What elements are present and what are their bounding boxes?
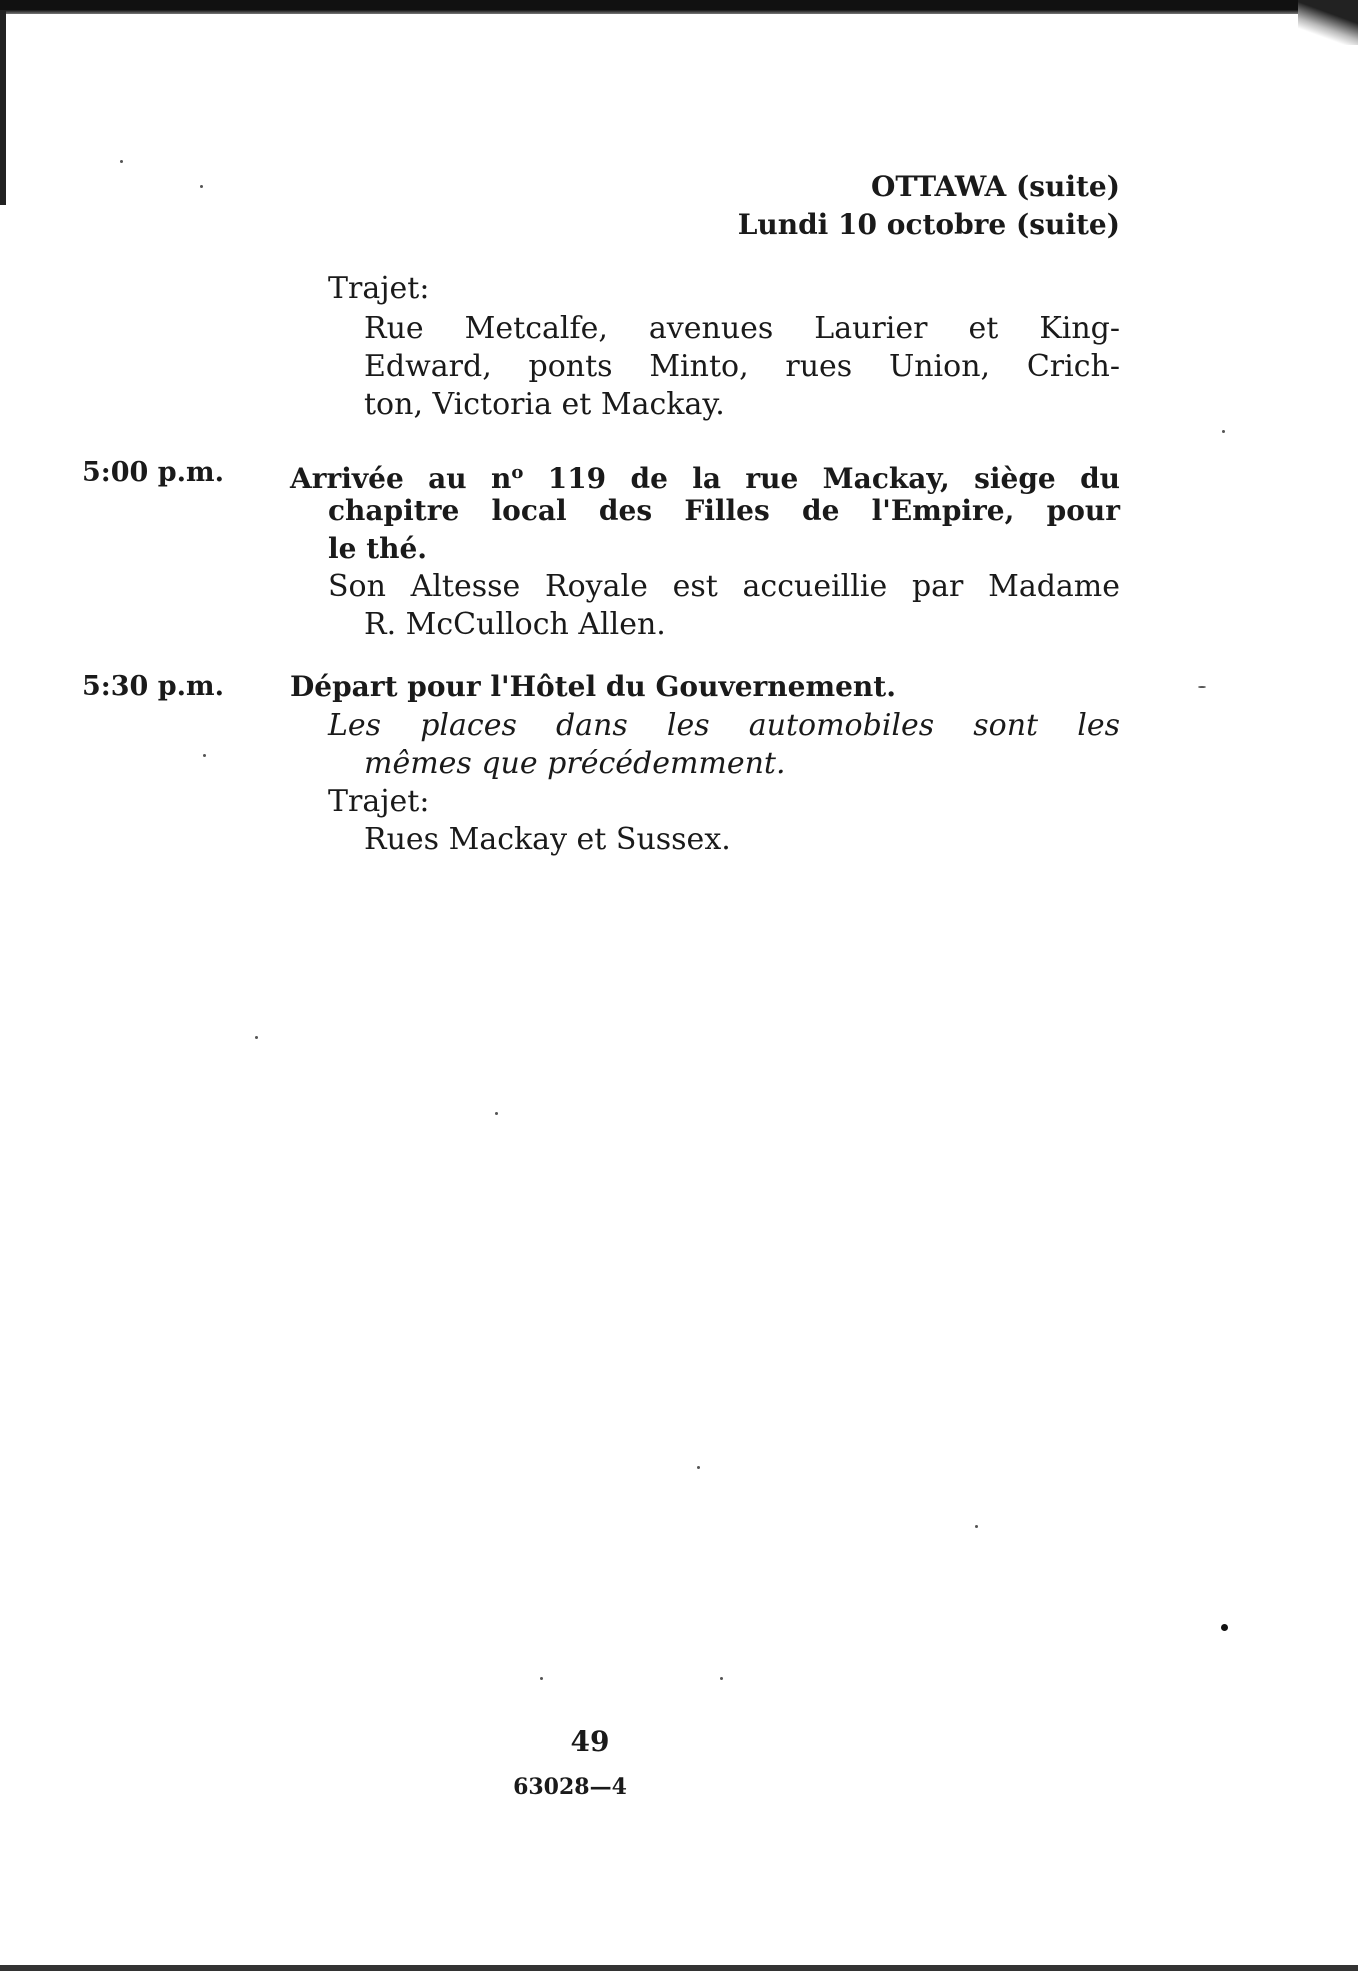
scan-speck: [203, 754, 206, 757]
scan-speck: [120, 160, 123, 163]
entry-title-line: chapitre local des Filles de l'Empire, pour: [328, 494, 1120, 527]
entry-time: 5:00 p.m.: [82, 457, 224, 488]
entry-note-line: Son Altesse Royale est accueillie par Madame: [328, 569, 1120, 604]
page-number: 49: [570, 1725, 610, 1758]
scan-speck: [255, 1036, 258, 1039]
scan-speck: [1198, 686, 1206, 688]
route-heading: Trajet:: [328, 784, 430, 819]
scan-speck: [697, 1466, 700, 1469]
route-heading: Trajet:: [328, 271, 430, 306]
entry-italic-line: mêmes que précédemment.: [364, 746, 786, 781]
header-city: OTTAWA (suite): [871, 170, 1120, 203]
entry-italic-line: Les places dans les automobiles sont les: [328, 708, 1120, 743]
entry-note-line: R. McCulloch Allen.: [364, 607, 666, 642]
entry-time: 5:30 p.m.: [82, 671, 224, 702]
scan-speck: [975, 1525, 978, 1528]
scan-speck: [540, 1677, 543, 1680]
scan-speck: [200, 185, 203, 188]
page-header: [560, 168, 1120, 244]
print-code: 63028—4: [513, 1774, 627, 1800]
scan-speck: [1221, 1624, 1228, 1631]
superscript-o: o: [511, 462, 524, 483]
scan-speck: [495, 1112, 498, 1115]
route-line: Rue Metcalfe, avenues Laurier et King-: [364, 311, 1120, 346]
scan-speck: [720, 1677, 723, 1680]
entry-title-text: Arrivée au n: [290, 462, 512, 495]
route-line: Edward, ponts Minto, rues Union, Crich-: [364, 349, 1120, 384]
scan-speck: [1222, 430, 1225, 433]
route-line: Rues Mackay et Sussex.: [364, 822, 731, 857]
entry-title-line: le thé.: [328, 532, 428, 565]
entry-title-text: 119 de la rue Mackay, siège du: [523, 462, 1121, 495]
route-line: ton, Victoria et Mackay.: [364, 387, 725, 422]
entry-title-line: Départ pour l'Hôtel du Gouvernement.: [290, 670, 896, 703]
header-date: Lundi 10 octobre (suite): [737, 208, 1120, 241]
